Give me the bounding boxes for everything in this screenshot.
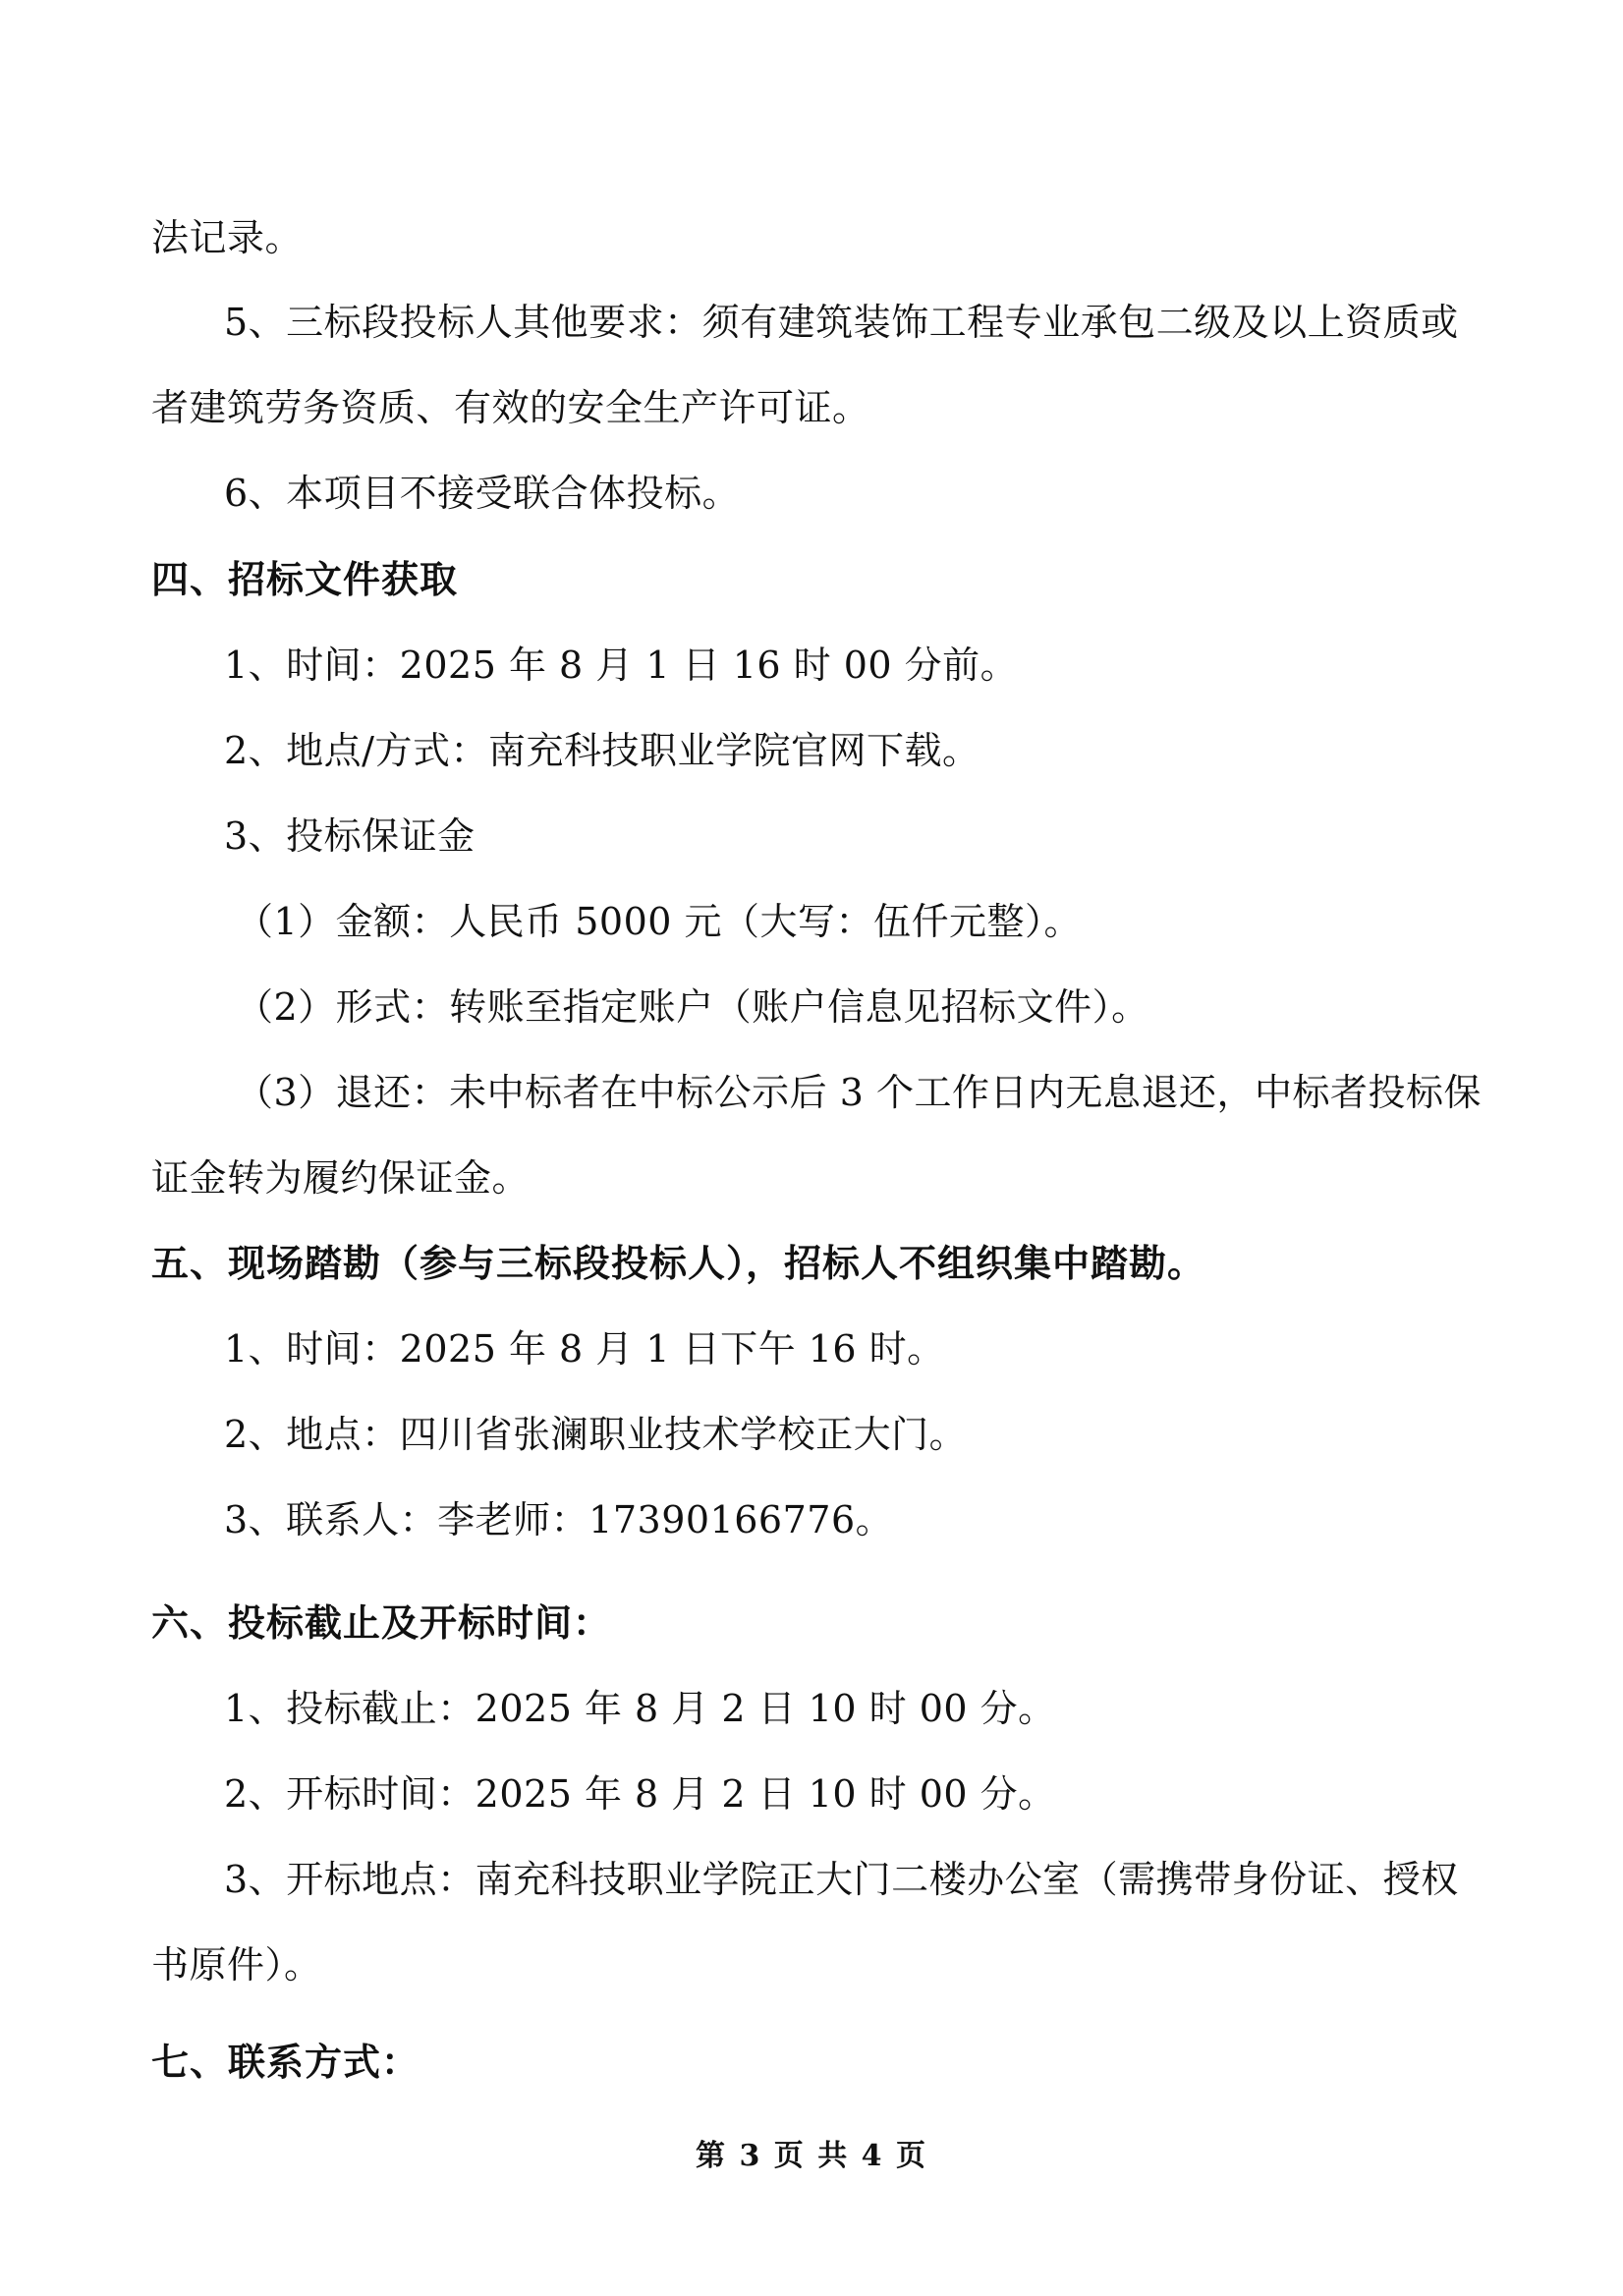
bid-deadline: 1、投标截止：2025 年 8 月 2 日 10 时 00 分。: [224, 1687, 1056, 1730]
bid-bond-refund-continuation: 证金转为履约保证金。: [151, 1156, 531, 1200]
site-visit-location: 2、地点：四川省张澜职业技术学校正大门。: [224, 1413, 968, 1456]
section-heading-5: 五、现场踏勘（参与三标段投标人），招标人不组织集中踏勘。: [151, 1241, 1206, 1285]
bid-bond-refund: （3）退还：未中标者在中标公示后 3 个工作日内无息退还，中标者投标保: [236, 1071, 1483, 1114]
bid-bond-amount: （1）金额：人民币 5000 元（大写：伍仟元整）。: [236, 900, 1083, 943]
bid-bond-item: 3、投标保证金: [224, 814, 476, 858]
bid-bond-form: （2）形式：转账至指定账户（账户信息见招标文件）。: [236, 985, 1149, 1029]
site-visit-time: 1、时间：2025 年 8 月 1 日下午 16 时。: [224, 1327, 945, 1371]
section-heading-4: 四、招标文件获取: [151, 557, 459, 601]
bid-opening-location-continuation: 书原件）。: [151, 1943, 322, 1987]
page-number-footer: 第 3 页 共 4 页: [696, 2139, 927, 2173]
document-time-item: 1、时间：2025 年 8 月 1 日 16 时 00 分前。: [224, 644, 1019, 687]
paragraph-continuation: 法记录。: [151, 216, 304, 259]
document-location-item: 2、地点/方式：南充科技职业学院官网下载。: [224, 729, 980, 772]
bid-opening-time: 2、开标时间：2025 年 8 月 2 日 10 时 00 分。: [224, 1772, 1056, 1816]
section-heading-6: 六、投标截止及开标时间：: [151, 1600, 612, 1645]
requirement-item-6: 6、本项目不接受联合体投标。: [224, 472, 741, 515]
section-heading-7: 七、联系方式：: [151, 2040, 420, 2084]
site-visit-contact: 3、联系人：李老师：17390166776。: [224, 1498, 894, 1541]
bid-opening-location: 3、开标地点：南充科技职业学院正大门二楼办公室（需携带身份证、授权: [224, 1858, 1459, 1901]
requirement-item-5-continuation: 者建筑劳务资质、有效的安全生产许可证。: [151, 386, 870, 429]
requirement-item-5: 5、三标段投标人其他要求：须有建筑装饰工程专业承包二级及以上资质或: [224, 301, 1459, 344]
